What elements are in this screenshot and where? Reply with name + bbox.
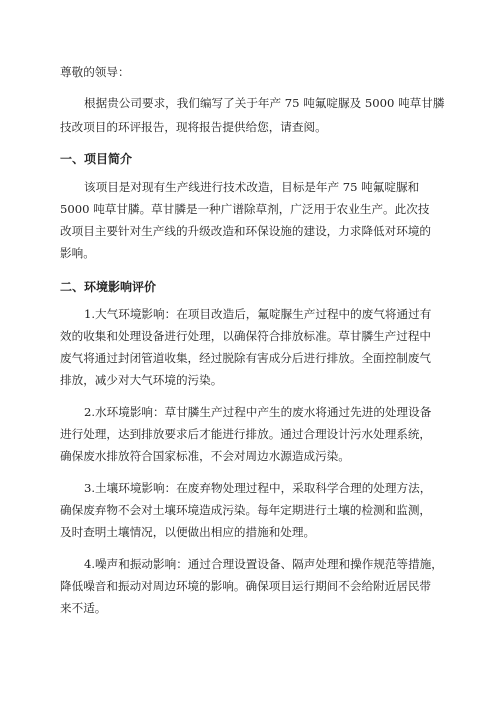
section-1-heading: 一、项目简介	[60, 152, 133, 166]
section-1-line-4: 影响。	[60, 246, 95, 260]
item-3-line-2: 确保废弃物不会对土壤环境造成污染。每年定期进行土壤的检测和监测，	[60, 503, 432, 517]
salutation: 尊敬的领导：	[60, 65, 130, 79]
item-1-line-1: 1.大气环境影响：在项目改造后，氟啶脲生产过程中的废气将通过有	[84, 307, 432, 321]
item-2-line-1: 2.水环境影响：草甘膦生产过程中产生的废水将通过先进的处理设备	[84, 405, 432, 419]
item-1-line-2: 效的收集和处理设备进行处理，以确保符合排放标准。草甘膦生产过程中	[60, 329, 432, 343]
section-1-line-1: 该项目是对现有生产线进行技术改造，目标是年产 75 吨氟啶脲和	[84, 180, 420, 194]
item-4-line-1: 4.噪声和振动影响：通过合理设置设备、隔声处理和操作规范等措施，	[84, 557, 443, 571]
intro-line-1: 根据贵公司要求，我们编写了关于年产 75 吨氟啶脲及 5000 吨草甘膦	[84, 96, 445, 110]
item-4-line-2: 降低噪音和振动对周边环境的影响。确保项目运行期间不会给附近居民带	[60, 579, 432, 593]
section-1-line-3: 改项目主要针对生产线的升级改造和环保设施的建设，力求降低对环境的	[60, 224, 432, 238]
item-2-line-2: 进行处理，达到排放要求后才能进行排放。通过合理设计污水处理系统，	[60, 427, 432, 441]
item-3-line-3: 及时查明土壤情况，以便做出相应的措施和处理。	[60, 525, 316, 539]
section-2-heading: 二、环境影响评价	[60, 280, 157, 294]
item-2-line-3: 确保废水排放符合国家标准，不会对周边水源造成污染。	[60, 449, 350, 463]
section-1-line-2: 5000 吨草甘膦。草甘膦是一种广谱除草剂，广泛用于农业生产。此次技	[60, 202, 430, 216]
intro-line-2: 技改项目的环评报告，现将报告提供给您，请查阅。	[60, 120, 327, 134]
item-4-line-3: 来不适。	[60, 601, 107, 615]
item-3-line-1: 3.土壤环境影响：在废弃物处理过程中，采取科学合理的处理方法，	[84, 481, 432, 495]
item-1-line-3: 废气将通过封闭管道收集，经过脱除有害成分后进行排放。全面控制废气	[60, 351, 432, 365]
item-1-line-4: 排放，减少对大气环境的污染。	[60, 373, 223, 387]
